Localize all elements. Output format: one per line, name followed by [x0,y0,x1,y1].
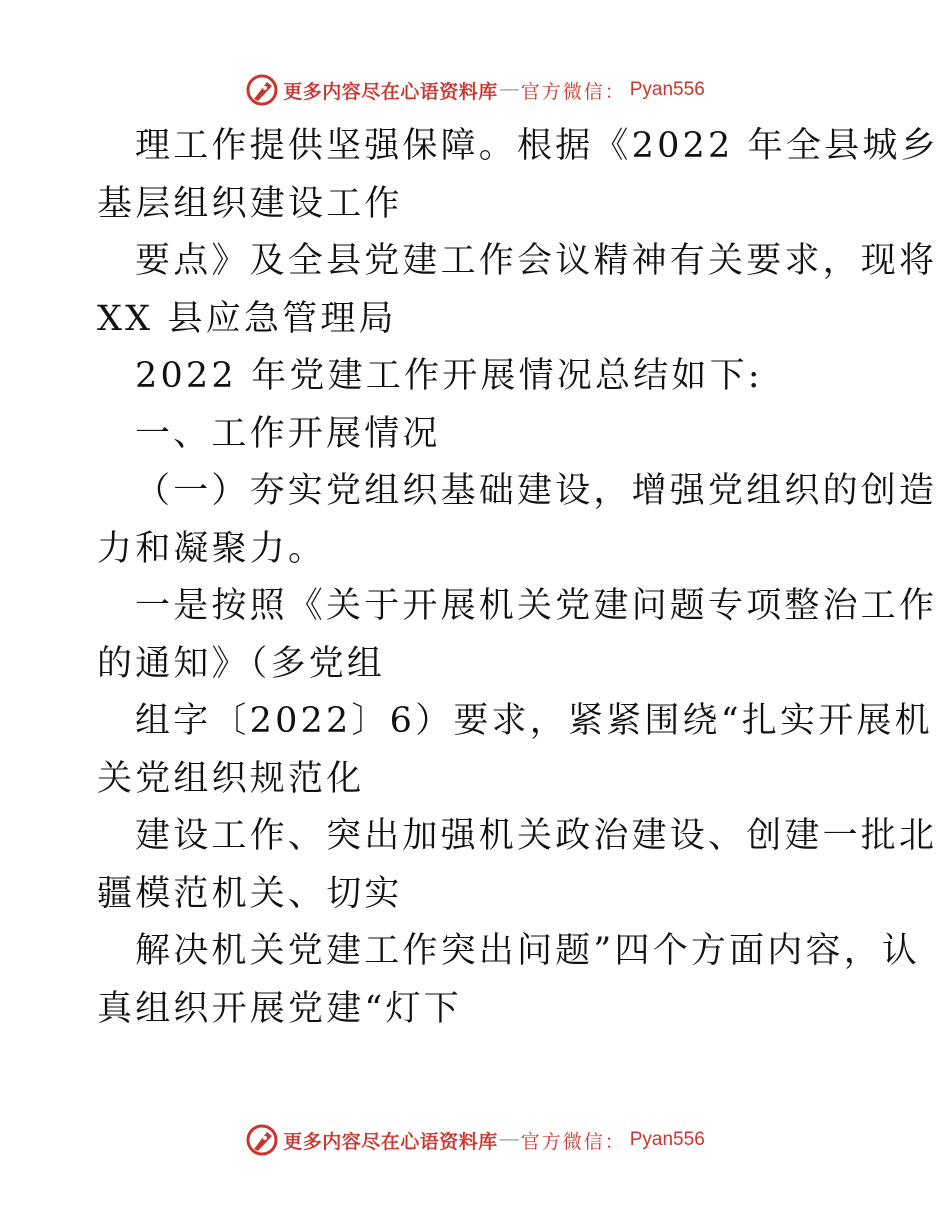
subsection-heading: （一）夯实党组织基础建设，增强党组织的创造 [135,471,938,511]
watermark-dash: — [499,1129,519,1150]
footer-watermark [0,1120,950,1160]
watermark-wechat-id: Pyan556 [629,79,705,100]
watermark-dash: — [499,79,519,100]
text-line: 关党组织规范化 [97,758,365,799]
header-watermark [0,70,950,110]
watermark-wechat-id: Pyan556 [629,1129,705,1150]
watermark-wechat-label: 官方微信： [520,81,626,103]
text-line: 2022 年党建工作开展情况总结如下: [135,356,763,396]
text-line: 理工作提供坚强保障。根据《2022 年全县城乡 [135,126,939,166]
text-line: 解决机关党建工作突出问题”四个方面内容，认 [135,931,921,971]
section-heading: 一、工作开展情况 [135,413,441,454]
watermark-wechat-label: 官方微信： [520,1131,626,1153]
text-line: 真组织开展党建“灯下 [97,988,462,1029]
text-line: 要点》及全县党建工作会议精神有关要求，现将 [135,241,938,281]
text-line: 疆模范机关、切实 [97,873,403,914]
text-line: 力和凝聚力。 [97,528,327,569]
pen-nib-logo-icon [245,73,279,107]
pen-nib-logo-icon [245,1123,279,1157]
text-line: 一是按照《关于开展机关党建问题专项整治工作 [135,586,938,626]
text-line: 建设工作、突出加强机关政治建设、创建一批北 [135,816,938,856]
text-line: 基层组织建设工作 [97,183,403,224]
text-line: 的通知》（多党组 [97,643,386,684]
watermark-title: 更多内容尽在心语资料库 [283,1131,498,1153]
text-line: XX 县应急管理局 [97,298,397,339]
text-line: 组字〔2022〕6）要求，紧紧围绕“扎实开展机 [135,701,933,741]
watermark-title: 更多内容尽在心语资料库 [283,81,498,103]
document-body [97,118,939,1038]
